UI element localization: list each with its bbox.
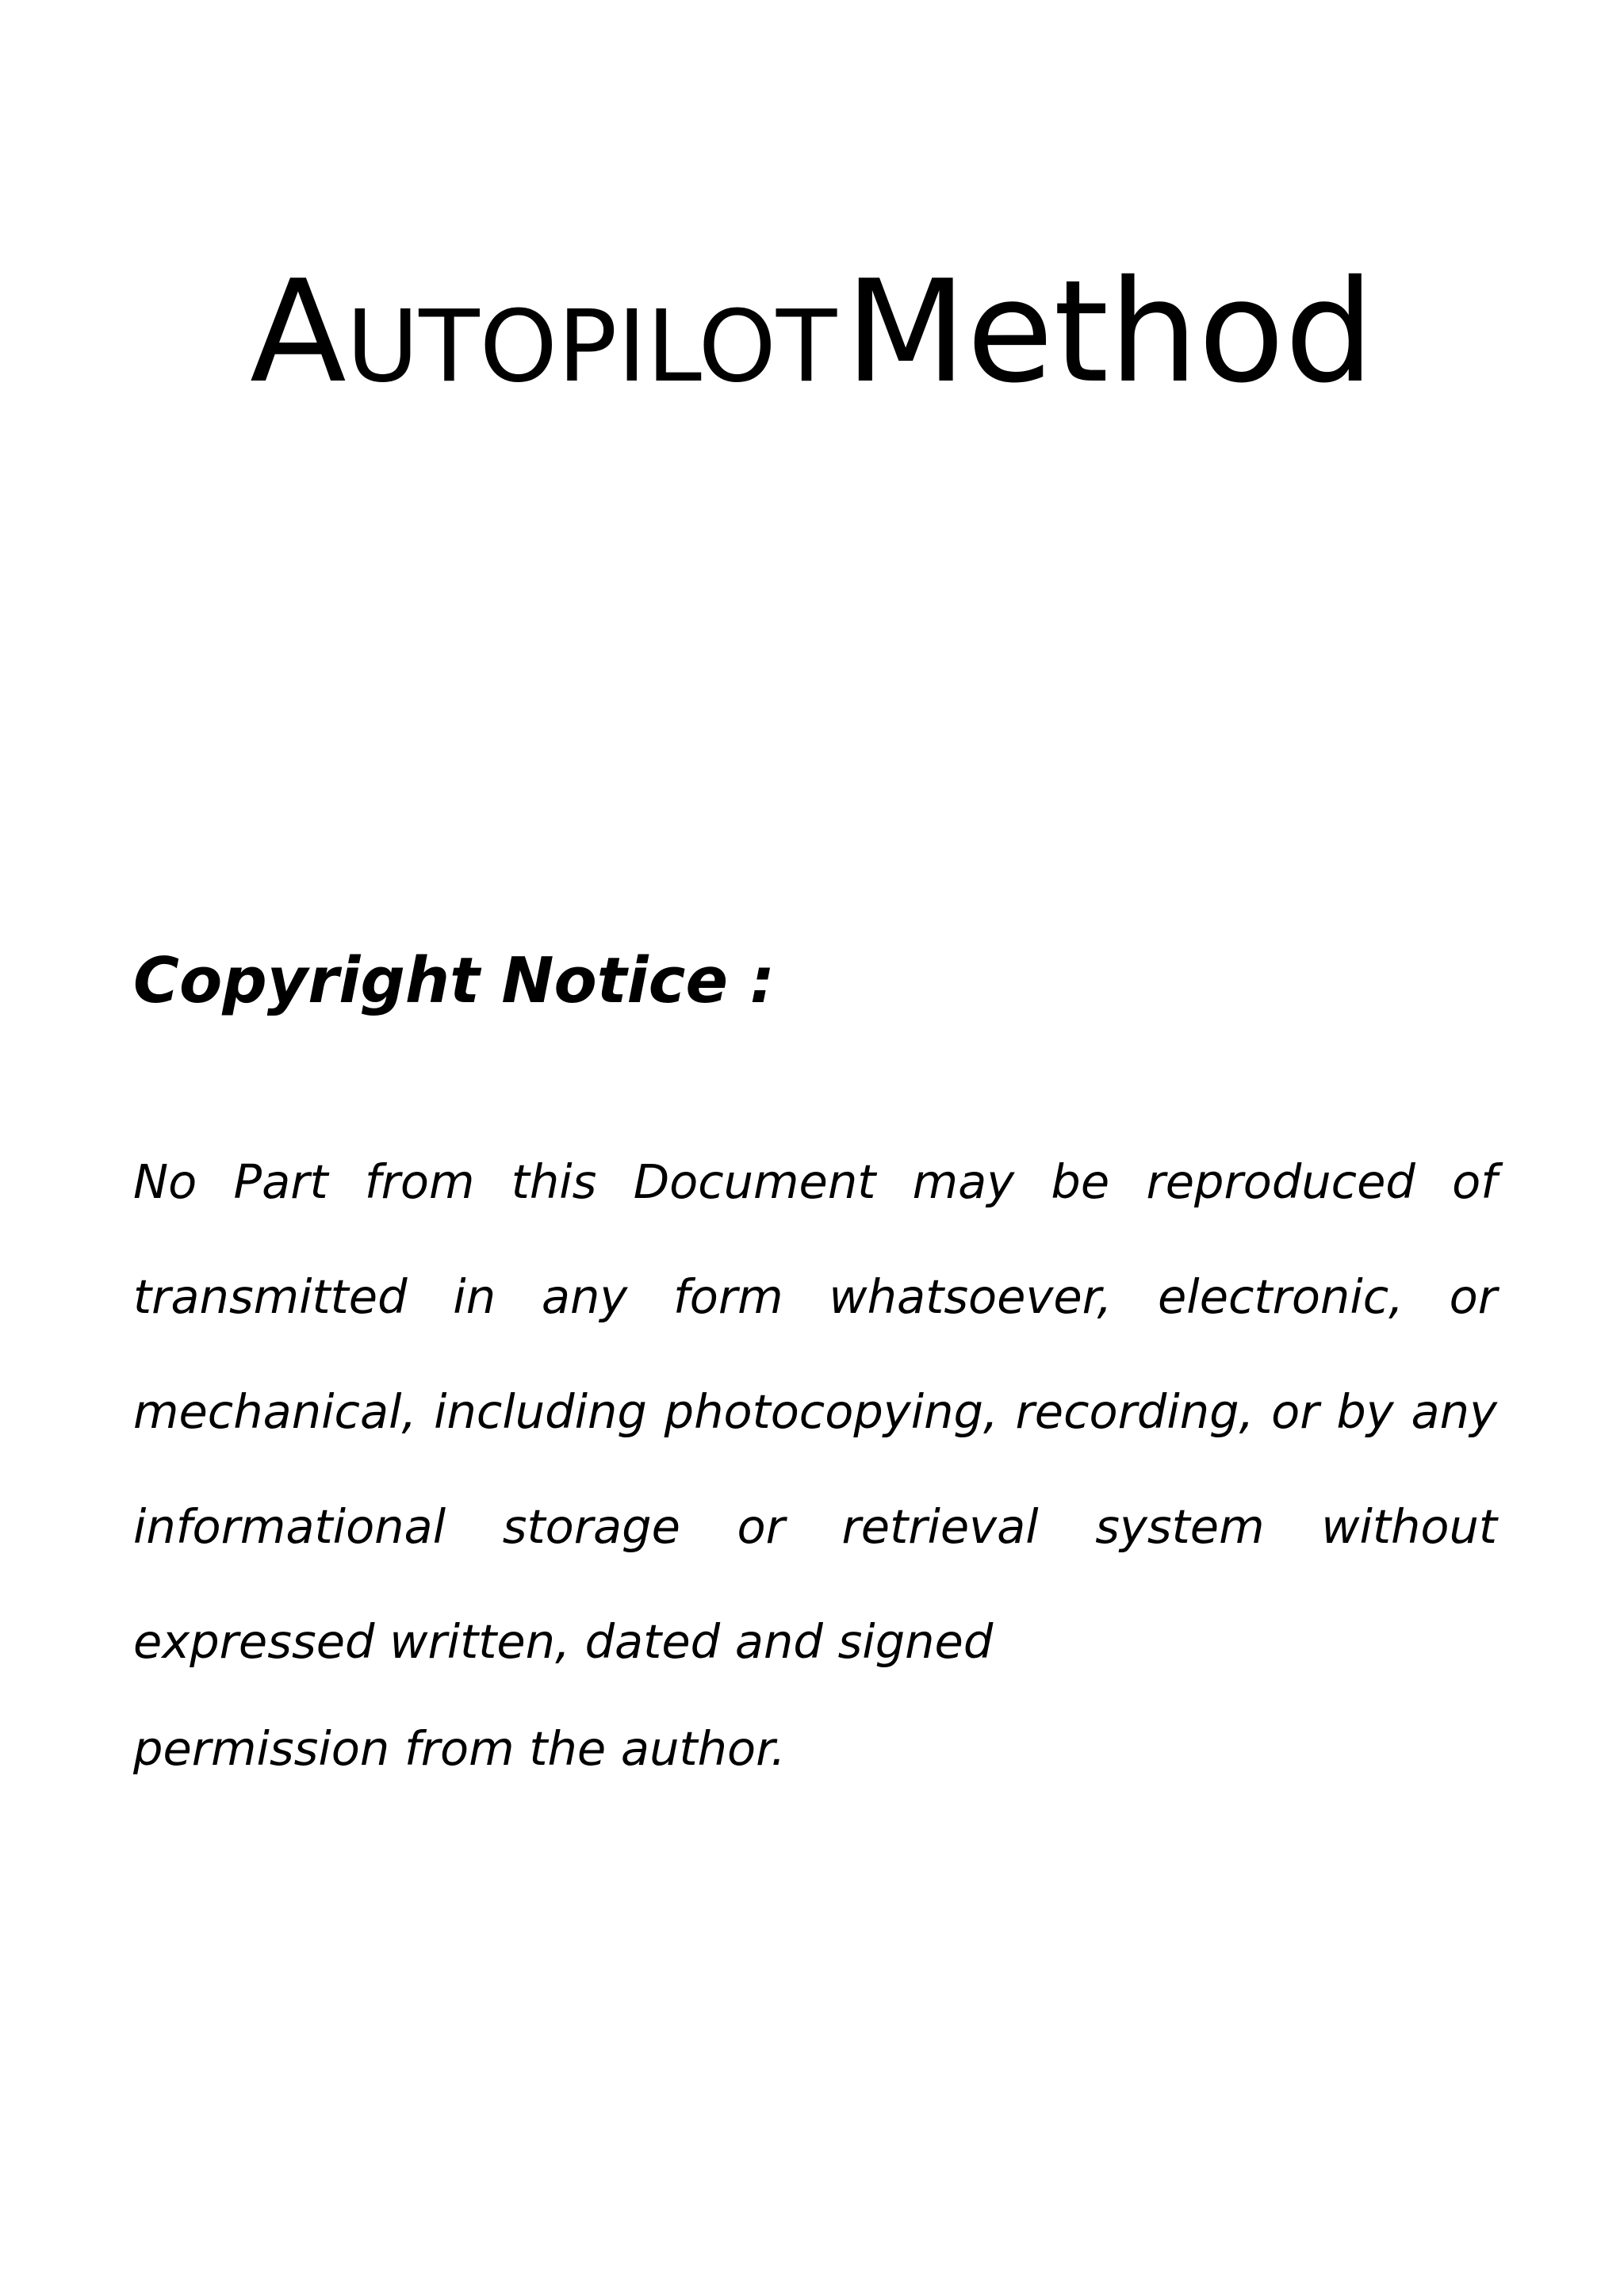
copyright-notice-last-line: permission from the author. [133,1721,786,1776]
copyright-heading: Copyright Notice : [133,944,776,1017]
title-autopilot: Autopilot [250,250,837,414]
title-method: Method [845,250,1374,414]
copyright-notice-paragraph: No Part from this Document may be reproduced of transmitted in any form whatsoever, electronic, or mechanical, including photocopying, recording, or by any informational storage or retrieval system without expressed written, dated and signed [133,1154,1497,1669]
document-title [0,250,1624,414]
